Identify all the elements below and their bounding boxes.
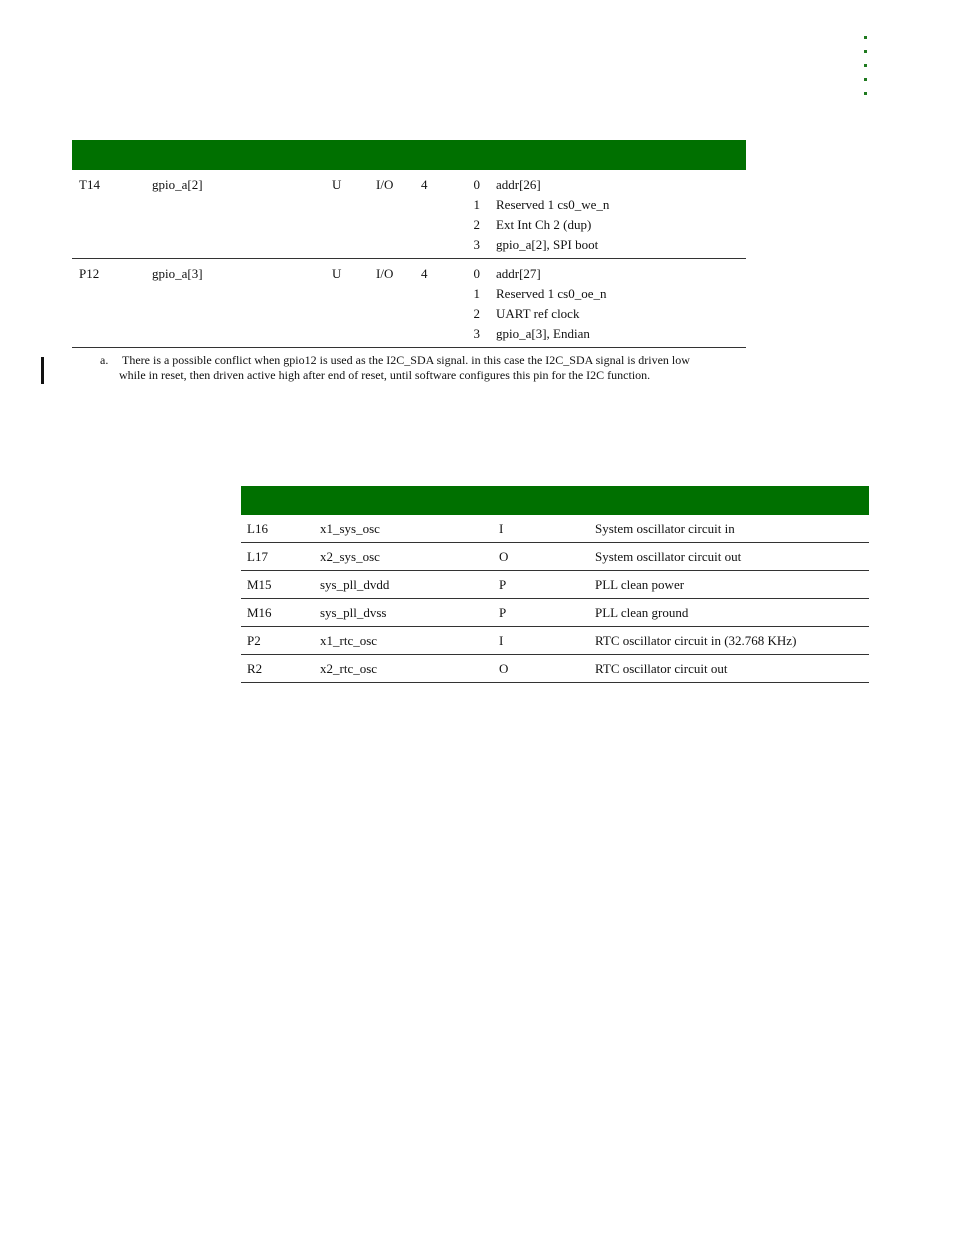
table-row	[241, 599, 869, 627]
signal-cell: sys_pll_dvdd	[320, 577, 390, 592]
pin-cell: T14	[79, 177, 100, 192]
mode-value: 2	[473, 217, 480, 232]
function-value: gpio_a[2], SPI boot	[496, 237, 599, 252]
function-cell	[496, 175, 609, 255]
pull-cell: U	[332, 266, 342, 281]
io-cell: I/O	[376, 177, 394, 192]
pull-cell: U	[332, 177, 342, 192]
oscillator-pin-table	[241, 486, 869, 683]
footnote-text-line1: There is a possible conflict when gpio12 is used as the I2C_SDA signal. in this case the I2C_SDA signal is driven low	[122, 353, 690, 367]
pin-cell: L17	[247, 549, 268, 564]
mode-value: 1	[473, 197, 480, 212]
pin-cell: P2	[247, 633, 261, 648]
function-value: addr[27]	[496, 266, 541, 281]
table-row	[72, 170, 746, 259]
signal-cell: x2_rtc_osc	[320, 661, 378, 676]
mode-value: 2	[473, 306, 480, 321]
table-row	[241, 543, 869, 571]
footnote-text-line2: while in reset, then driven active high after end of reset, until software configures this pin for the I2C function.	[119, 368, 651, 382]
mode-value: 3	[473, 326, 480, 341]
type-cell: O	[499, 661, 509, 676]
pin-cell: L16	[247, 521, 268, 536]
type-cell: O	[499, 549, 509, 564]
table-header-bar	[72, 140, 746, 170]
pin-cell: M16	[247, 605, 272, 620]
dot-mark	[864, 78, 867, 81]
table-row	[241, 655, 869, 683]
pin-cell: M15	[247, 577, 272, 592]
function-cell	[496, 264, 606, 344]
description-cell: RTC oscillator circuit out	[595, 661, 728, 676]
change-bar	[41, 357, 44, 384]
mode-value: 1	[473, 286, 480, 301]
io-cell: I/O	[376, 266, 394, 281]
description-cell: System oscillator circuit in	[595, 521, 735, 536]
signal-cell: x1_sys_osc	[320, 521, 380, 536]
description-cell: System oscillator circuit out	[595, 549, 742, 564]
mode-cell	[470, 264, 480, 344]
drive-cell: 4	[421, 266, 428, 281]
gpio-pin-table	[72, 140, 746, 348]
pin-cell: P12	[79, 266, 100, 281]
signal-cell: gpio_a[2]	[152, 177, 203, 192]
type-cell: P	[499, 577, 507, 592]
mode-value: 0	[473, 266, 480, 281]
footnote-mark: a.	[100, 353, 109, 367]
function-value: gpio_a[3], Endian	[496, 326, 590, 341]
dot-mark	[864, 36, 867, 39]
drive-cell: 4	[421, 177, 428, 192]
margin-dot-marks	[864, 36, 868, 106]
type-cell: I	[499, 633, 504, 648]
table-row	[241, 627, 869, 655]
function-value: Ext Int Ch 2 (dup)	[496, 217, 592, 232]
signal-cell: gpio_a[3]	[152, 266, 203, 281]
table-header-bar	[241, 486, 869, 515]
table-row	[72, 259, 746, 348]
mode-value: 0	[473, 177, 480, 192]
description-cell: PLL clean power	[595, 577, 685, 592]
signal-cell: x1_rtc_osc	[320, 633, 378, 648]
description-cell: RTC oscillator circuit in (32.768 KHz)	[595, 633, 797, 648]
dot-mark	[864, 64, 867, 67]
function-value: Reserved 1 cs0_we_n	[496, 197, 610, 212]
signal-cell: x2_sys_osc	[320, 549, 380, 564]
mode-cell	[470, 175, 480, 255]
signal-cell: sys_pll_dvss	[320, 605, 387, 620]
table-row	[241, 571, 869, 599]
function-value: addr[26]	[496, 177, 541, 192]
function-value: UART ref clock	[496, 306, 580, 321]
dot-mark	[864, 50, 867, 53]
function-value: Reserved 1 cs0_oe_n	[496, 286, 607, 301]
table-footnote	[100, 353, 740, 383]
type-cell: P	[499, 605, 507, 620]
table-row	[241, 515, 869, 543]
description-cell: PLL clean ground	[595, 605, 689, 620]
pin-cell: R2	[247, 661, 263, 676]
mode-value: 3	[473, 237, 480, 252]
type-cell: I	[499, 521, 504, 536]
dot-mark	[864, 92, 867, 95]
